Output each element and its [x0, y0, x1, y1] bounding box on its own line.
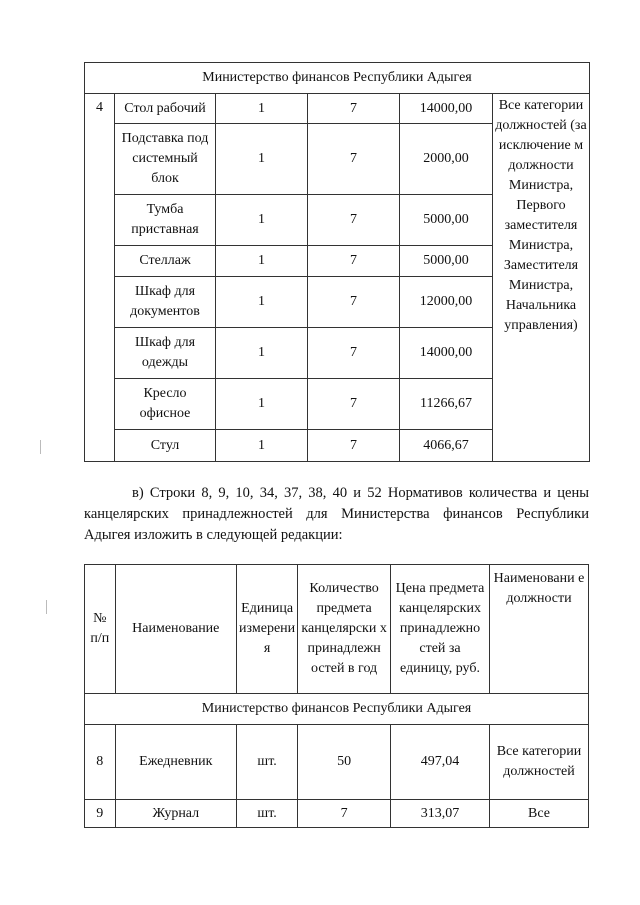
scan-margin-mark [46, 600, 47, 614]
header-position: Наименовани е должности [489, 565, 588, 694]
table1-item-name: Кресло офисное [115, 379, 216, 430]
table1-item-years: 7 [308, 94, 400, 124]
table1-item-qty: 1 [216, 94, 308, 124]
table1-item-price: 11266,67 [400, 379, 493, 430]
table1-item-price: 5000,00 [400, 246, 493, 277]
table1-item-years: 7 [308, 430, 400, 462]
row-qty: 7 [298, 800, 391, 828]
row-position: Все категории должностей [489, 725, 588, 800]
table2-section-title: Министерство финансов Республики Адыгея [85, 694, 589, 725]
row-position: Все [489, 800, 588, 828]
row-name: Ежедневник [115, 725, 236, 800]
table1-item-years: 7 [308, 379, 400, 430]
table1-item-qty: 1 [216, 195, 308, 246]
table1-item-price: 4066,67 [400, 430, 493, 462]
table1-item-name: Стеллаж [115, 246, 216, 277]
row-unit: шт. [237, 725, 298, 800]
table1-item-name: Шкаф для одежды [115, 328, 216, 379]
table1-item-years: 7 [308, 246, 400, 277]
table1-item-price: 2000,00 [400, 124, 493, 195]
furniture-norms-table [84, 62, 590, 462]
table1-item-qty: 1 [216, 246, 308, 277]
header-name: Наименование [115, 565, 236, 694]
table1-item-name: Подставка под системный блок [115, 124, 216, 195]
row-name: Журнал [115, 800, 236, 828]
row-qty: 50 [298, 725, 391, 800]
table1-position: Все категории должностей (за исключение м должности Министра, Первого заместителя Министра, Заместителя Министра, Начальника управления) [493, 94, 590, 462]
table1-item-qty: 1 [216, 124, 308, 195]
stationery-norms-table [84, 564, 589, 828]
row-unit: шт. [237, 800, 298, 828]
table1-item-qty: 1 [216, 328, 308, 379]
header-price: Цена предмета канцелярских принадлежно стей за единицу, руб. [391, 565, 490, 694]
row-price: 497,04 [391, 725, 490, 800]
amendment-paragraph [84, 483, 589, 546]
row-num: 9 [85, 800, 116, 828]
table1-row-number: 4 [85, 94, 115, 462]
table1-item-years: 7 [308, 124, 400, 195]
table1-item-years: 7 [308, 195, 400, 246]
table1-item-name: Стол рабочий [115, 94, 216, 124]
table1-item-price: 14000,00 [400, 328, 493, 379]
table1-item-qty: 1 [216, 277, 308, 328]
table1-item-years: 7 [308, 277, 400, 328]
table1-item-price: 5000,00 [400, 195, 493, 246]
table1-item-price: 14000,00 [400, 94, 493, 124]
row-price: 313,07 [391, 800, 490, 828]
table1-item-name: Шкаф для документов [115, 277, 216, 328]
header-num: № п/п [85, 565, 116, 694]
table1-item-name: Тумба приставная [115, 195, 216, 246]
scan-margin-mark [40, 440, 41, 454]
table1-item-qty: 1 [216, 379, 308, 430]
table1-item-price: 12000,00 [400, 277, 493, 328]
table1-section-title: Министерство финансов Республики Адыгея [85, 63, 590, 94]
table1-item-years: 7 [308, 328, 400, 379]
table1-item-qty: 1 [216, 430, 308, 462]
amendment-paragraph-text: в) Строки 8, 9, 10, 34, 37, 38, 40 и 52 Нормативов количества и цены канцелярских принадлежностей для Министерства финансов Республики Адыгея изложить в следующей редакции: [84, 485, 589, 543]
header-qty: Количество предмета канцелярски х принадлежн остей в год [298, 565, 391, 694]
header-unit: Единица измерени я [237, 565, 298, 694]
row-num: 8 [85, 725, 116, 800]
table1-item-name: Стул [115, 430, 216, 462]
